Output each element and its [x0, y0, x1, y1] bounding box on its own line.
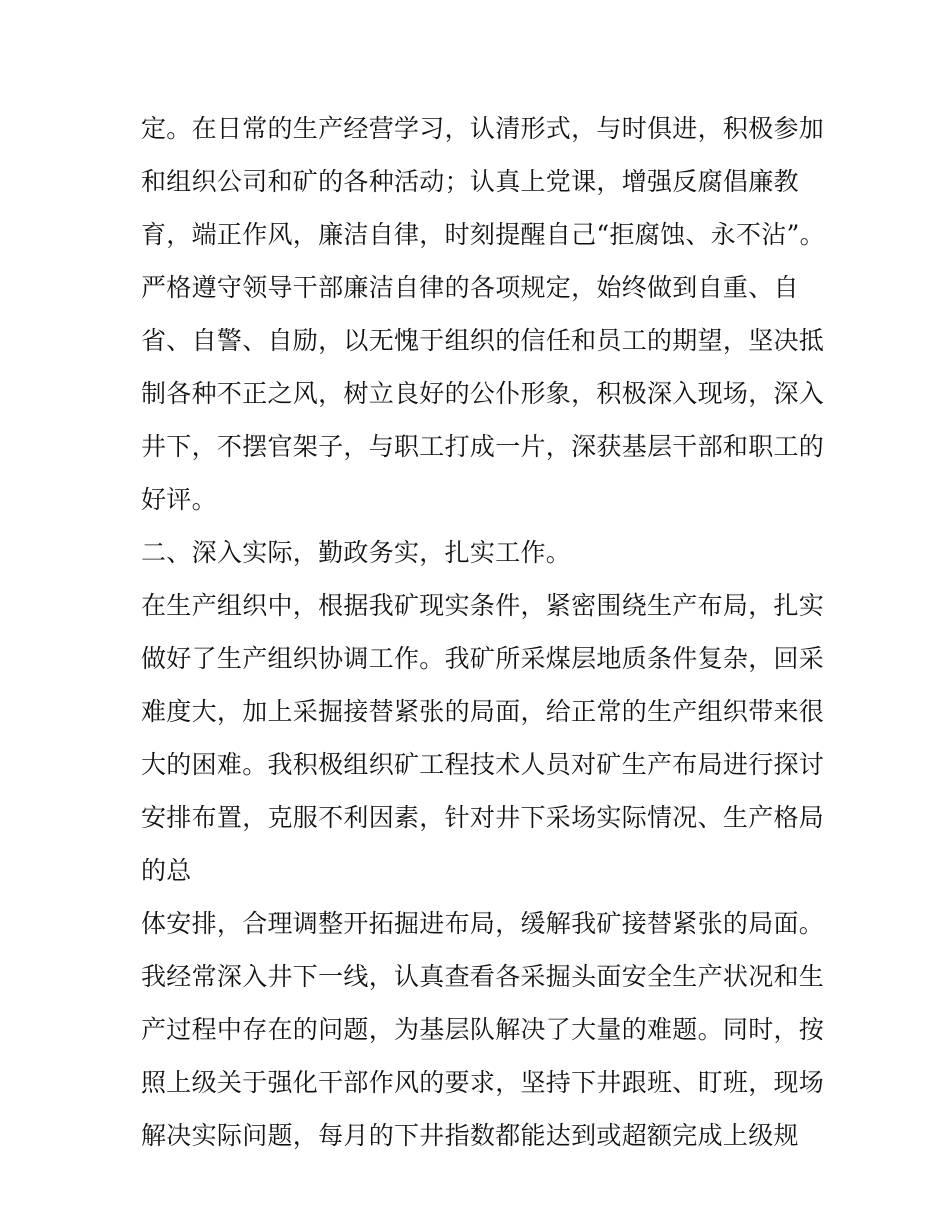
text-line: 制各种不正之风，树立良好的公仆形象，积极深入现场，深入: [141, 379, 825, 408]
text-line: 体安排，合理调整开拓掘进布局，缓解我矿接替紧张的局面。: [141, 909, 825, 938]
text-line: 省、自警、自励，以无愧于组织的信任和员工的期望，坚决抵: [141, 326, 825, 355]
text-line: 的总: [141, 856, 192, 885]
section-heading: 二、深入实际，勤政务实，扎实工作。: [141, 538, 572, 567]
text-line: 在生产组织中，根据我矿现实条件，紧密围绕生产布局，扎实: [141, 591, 825, 620]
text-line: 做好了生产组织协调工作。我矿所采煤层地质条件复杂，回采: [141, 644, 825, 673]
text-line: 和组织公司和矿的各种活动；认真上党课，增强反腐倡廉教: [141, 167, 799, 196]
text-line: 我经常深入井下一线，认真查看各采掘头面安全生产状况和生: [141, 962, 825, 991]
text-line: 解决实际问题，每月的下井指数都能达到或超额完成上级规: [141, 1121, 799, 1150]
text-line: 定。在日常的生产经营学习，认清形式，与时俱进，积极参加: [141, 114, 825, 143]
text-line: 难度大，加上采掘接替紧张的局面，给正常的生产组织带来很: [141, 697, 825, 726]
text-line: 好评。: [141, 485, 217, 514]
text-line: 大的困难。我积极组织矿工程技术人员对矿生产布局进行探讨: [141, 750, 825, 779]
text-line: 照上级关于强化干部作风的要求，坚持下井跟班、盯班，现场: [141, 1068, 825, 1097]
text-line: 产过程中存在的问题，为基层队解决了大量的难题。同时，按: [141, 1015, 825, 1044]
text-line: 严格遵守领导干部廉洁自律的各项规定，始终做到自重、自: [141, 273, 799, 302]
text-line: 安排布置，克服不利因素，针对井下采场实际情况、生产格局: [141, 803, 825, 832]
text-line: 育，端正作风，廉洁自律，时刻提醒自己“拒腐蚀、永不沾”。: [141, 220, 825, 249]
text-line: 井下，不摆官架子，与职工打成一片，深获基层干部和职工的: [141, 432, 825, 461]
